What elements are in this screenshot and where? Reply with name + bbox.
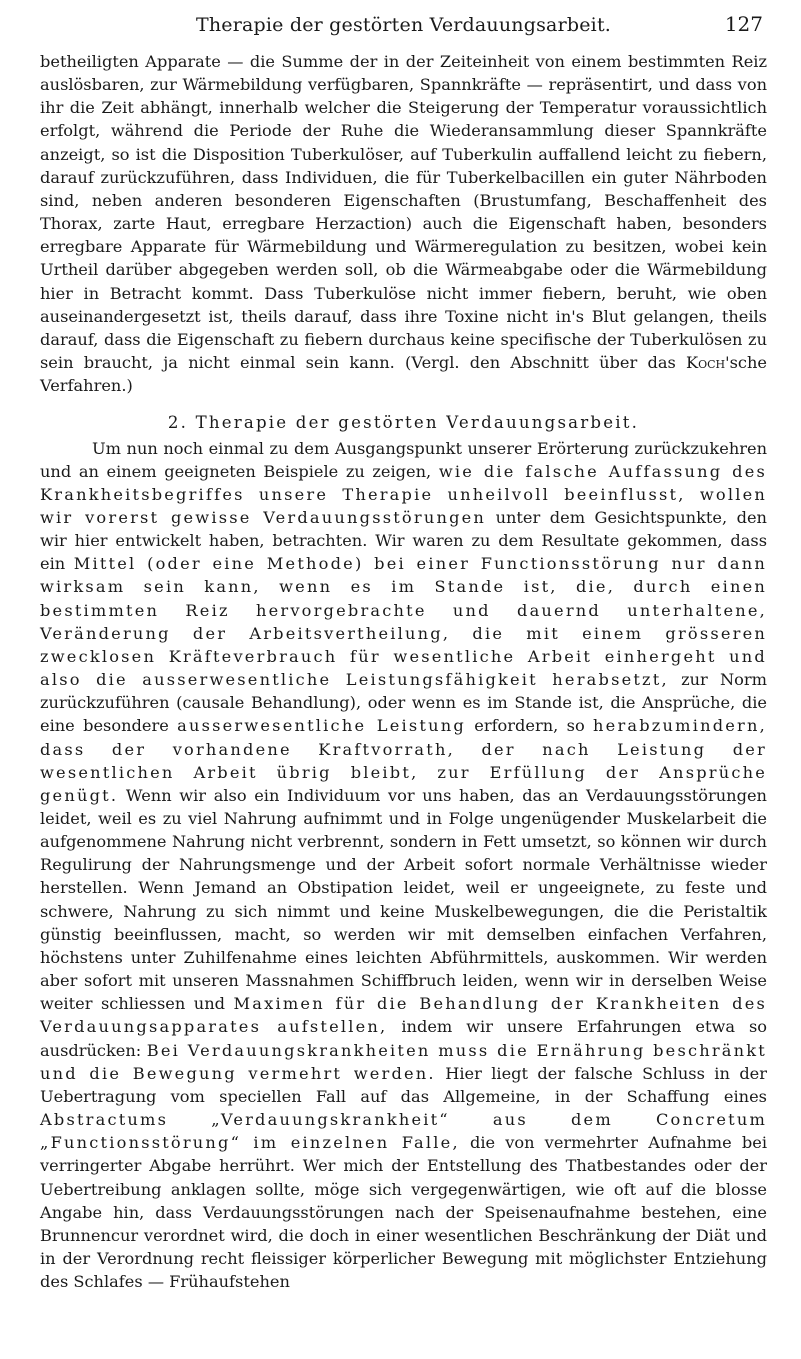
emphasized-text: wie die falsche Auffassung des Krankheitsbegriffes unsere Therapie unheilvoll beeinflusst, wollen wir vorerst gewisse Verdauungsstörungen: [40, 461, 767, 527]
paragraph-text: indem wir unsere Erfahrungen etwa so ausdrücken:: [40, 1017, 768, 1060]
paragraph-text: Wenn wir also ein Individuum vor uns haben, das an Verdauungsstörungen leidet, weil es zu viel Nahrung aufnimmt und in Folge ungenügender Muskelarbeit die aufgenommene Nahrung nicht verbrennt, sondern in Fett umsetzt, so können wir durch Regulirung der Nahrungsmenge und der Arbeit sofort normale Verhältnisse wieder herstellen. Wenn Jemand an Obstipation leidet, weil er ungeeignete, zu feste und schwere, Nahrung zu sich nimmt und keine Muskelbewegungen, die die Peristaltik günstig beeinflussen, macht, so werden wir mit demselben einfachen Verfahren, höchstens unter Zuhilfenahme eines leichten Abführmittels, auskommen. Wir werden aber sofort mit unseren Massnahmen Schiffbruch leiden, wenn wir in derselben Weise weiter schliessen und: [40, 785, 767, 1014]
body-text: [40, 50, 767, 1293]
paragraph-text: Hier liegt der falsche Schluss in der Uebertragung vom speciellen Fall auf das Allgemeine, in der Schaffung eines: [40, 1063, 767, 1106]
paragraph-text: betheiligten Apparate — die Summe der in der Zeiteinheit von einem bestimmten Reiz auslösbaren, zur Wärmebildung verfügbaren, Spannkräfte — repräsentirt, und dass von ihr die Zeit abhängt, innerhalb welcher die Steigerung der Temperatur voraussichtlich erfolgt, während die Periode der Ruhe die Wiederansammlung dieser Spannkräfte anzeigt, so ist die Disposition Tuberkulöser, auf Tuberkulin auffallend leicht zu fiebern, darauf zurückzuführen, dass Individuen, die für Tuberkelbacillen ein guter Nährboden sind, neben anderen besonderen Eigenschaften (Brustumfang, Beschaffenheit des Thorax, zarte Haut, erregbare Herzaction) auch die Eigenschaft haben, besonders erregbare Apparate für Wärmebildung und Wärmeregulation zu besitzen, wobei kein Urtheil darüber abgegeben werden soll, ob die Wärmeabgabe oder die Wärmebildung hier in Betracht kommt. Dass Tuberkulöse nicht immer fiebern, beruht, wie oben auseinandergesetzt ist, theils darauf, dass ihre Toxine nicht in's Blut gelangen, theils darauf, dass die Eigenschaft zu fiebern durchaus keine specifische der Tuberkulösen zu sein braucht, ja nicht einmal sein kann. (Vergl. den Abschnitt über das: [40, 52, 767, 373]
paragraph-text: 'sche Verfahren.): [40, 353, 767, 396]
page-number: 127: [724, 12, 763, 36]
emphasized-text: Bei Verdauungskrankheiten muss die Ernährung beschränkt und die Bewegung vermehrt werden.: [40, 1040, 767, 1083]
paragraph: [40, 437, 767, 1294]
running-title: Therapie der gestörten Verdauungsarbeit.: [195, 14, 612, 36]
page-header: [40, 0, 767, 50]
author-name: Koch: [686, 353, 726, 373]
emphasized-text: Mittel (oder eine Methode) bei einer Functionsstörung nur dann wirksam sein kann, wenn es im Stande ist, die, durch einen bestimmten Reiz hervorgebrachte und dauernd unterhaltene, Veränderung der Arbeitsvertheilung, die mit einem grösseren zwecklosen Kräfteverbrauch für wesentliche Arbeit einhergeht und also die ausserwesentliche Leistungsfähigkeit herabsetzt,: [40, 554, 767, 690]
paragraph-text: zur Norm zurückzuführen (causale Behandlung), oder wenn es im Stande ist, die Ansprüche, die eine besondere: [40, 670, 767, 736]
emphasized-text: Abstractums „Verdauungskrankheit“ aus dem Concretum „Functionsstörung“ im einzelnen Falle,: [40, 1110, 767, 1153]
emphasized-text: ausserwesentliche Leistung: [177, 716, 466, 736]
paragraph: [40, 50, 767, 397]
paragraph-text: unter dem Gesichtspunkte, den wir hier entwickelt haben, betrachten. Wir waren zu dem Resultate gekommen, dass ein: [40, 507, 767, 574]
paragraph-text: Um nun noch einmal zu dem Ausgangspunkt unserer Erörterung zurückzukehren und an einem geeigneten Beispiele zu zeigen,: [40, 438, 767, 481]
emphasized-text: herabzumindern, dass der vorhandene Kraftvorrath, der nach Leistung der wesentlichen Arbeit übrig bleibt, zur Erfüllung der Ansprüche genügt.: [40, 716, 767, 805]
paragraph-text: die von vermehrter Aufnahme bei verringerter Abgabe herrührt. Wer mich der Entstellung des Thatbestandes oder der Uebertreibung anklagen sollte, möge sich vergegenwärtigen, wie oft auf die blosse Angabe hin, dass Verdauungsstörungen nach der Speisenaufnahme bestehen, eine Brunnencur verordnet wird, die doch in einer wesentlichen Beschränkung der Diät und in der Verordnung recht fleissiger körperlicher Bewegung mit möglichster Entziehung des Schlafes — Frühaufstehen: [40, 1133, 767, 1292]
section-heading: 2. Therapie der gestörten Verdauungsarbeit.: [167, 413, 640, 433]
paragraph-text: erfordern, so: [474, 716, 585, 736]
emphasized-text: Maximen für die Behandlung der Krankheiten des Verdauungsapparates aufstellen,: [40, 994, 767, 1037]
